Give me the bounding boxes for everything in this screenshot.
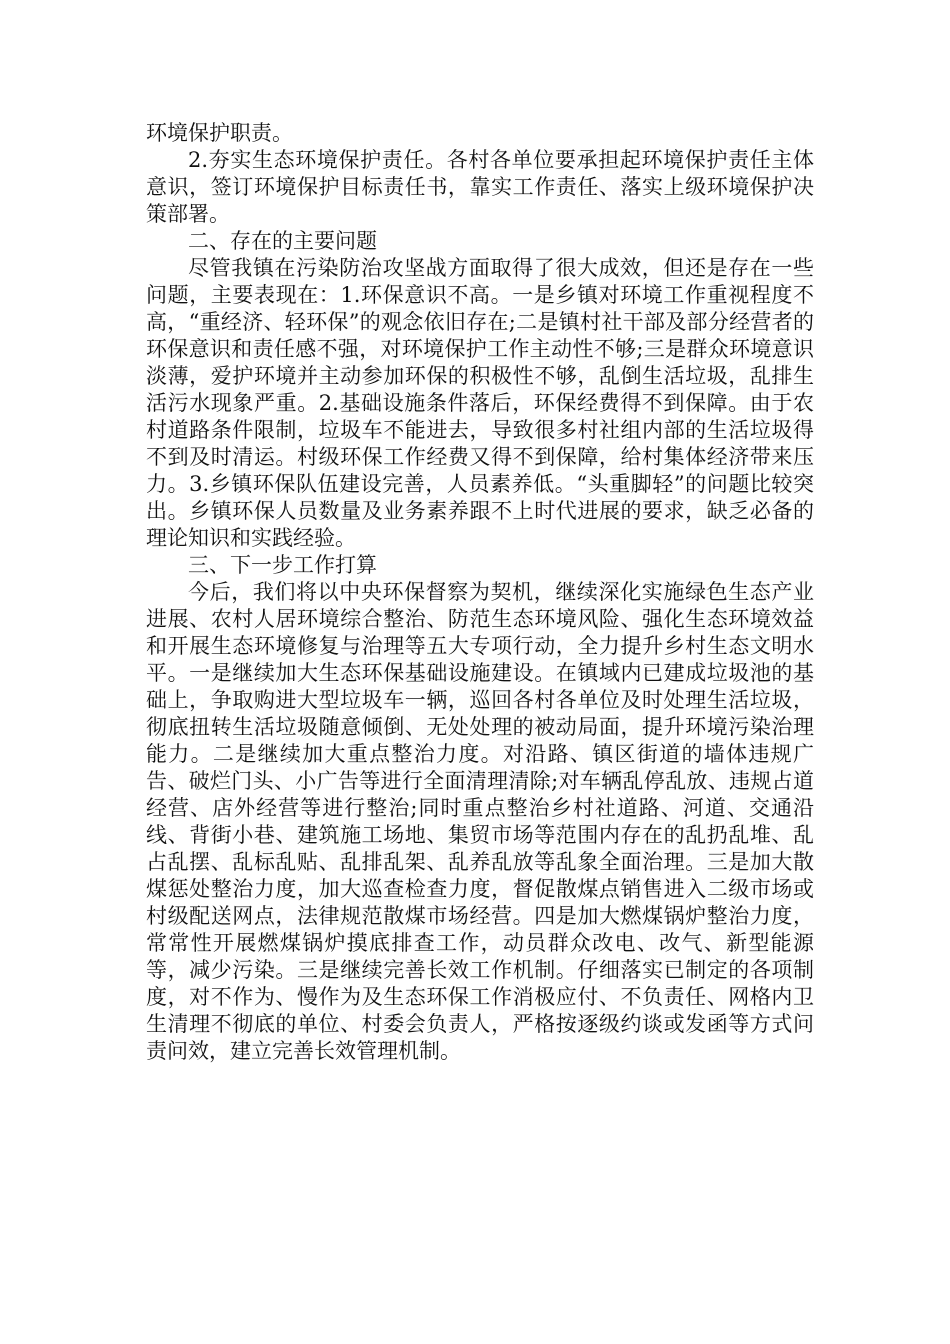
paragraph-next-steps: 今后，我们将以中央环保督察为契机，继续深化实施绿色生态产业进展、农村人居环境综合整治、防范生态环境风险、强化生态环境效益和开展生态环境修复与治理等五大专项行动，全力提升乡村生态文明水平。一是继续加大生态环保基础设施建设。在镇域内已建成垃圾池的基础上，争取购进大型垃圾车一辆，巡回各村各单位及时处理生活垃圾，彻底扭转生活垃圾随意倾倒、无处处理的被动局面，提升环境污染治理能力。二是继续加大重点整治力度。对沿路、镇区街道的墙体违规广告、破烂门头、小广告等进行全面清理清除;对车辆乱停乱放、违规占道经营、店外经营等进行整治;同时重点整治乡村社道路、河道、交通沿线、背街小巷、建筑施工场地、集贸市场等范围内存在的乱扔乱堆、乱占乱摆、乱标乱贴、乱排乱架、乱养乱放等乱象全面治理。三是加大散煤惩处整治力度，加大巡查检查力度，督促散煤点销售进入二级市场或村级配送网点，法律规范散煤市场经营。四是加大燃煤锅炉整治力度，常常性开展燃煤锅炉摸底排查工作，动员群众改电、改气、新型能源等，减少污染。三是继续完善长效工作机制。仔细落实已制定的各项制度，对不作为、慢作为及生态环保工作消极应付、不负责任、网格内卫生清理不彻底的单位、村委会负责人，严格按逐级约谈或发函等方式问责问效，建立完善长效管理机制。 [146,580,814,1063]
section-heading-next-steps: 三、下一步工作打算 [188,553,377,577]
paragraph-continuation: 环境保护职责。 [146,121,293,145]
paragraph-problems: 尽管我镇在污染防治攻坚战方面取得了很大成效，但还是存在一些问题，主要表现在：1.环保意识不高。一是乡镇对环境工作重视程度不高，“重经济、轻环保”的观念依旧存在;二是镇村社干部及部分经营者的环保意识和责任感不强，对环境保护工作主动性不够;三是群众环境意识淡薄，爱护环境并主动参加环保的积极性不够，乱倒生活垃圾，乱排生活污水现象严重。2.基础设施条件落后，环保经费得不到保障。由于农村道路条件限制，垃圾车不能进去，导致很多村社组内部的生活垃圾得不到及时清运。村级环保工作经费又得不到保障，给村集体经济带来压力。3.乡镇环保队伍建设完善，人员素养低。“头重脚轻”的问题比较突出。乡镇环保人员数量及业务素养跟不上时代进展的要求，缺乏必备的理论知识和实践经验。 [146,256,814,550]
document-body [146,120,814,1065]
section-heading-problems: 二、存在的主要问题 [188,229,377,253]
paragraph-responsibility: 2.夯实生态环境保护责任。各村各单位要承担起环境保护责任主体意识，签订环境保护目标责任书，靠实工作责任、落实上级环境保护决策部署。 [146,148,814,226]
